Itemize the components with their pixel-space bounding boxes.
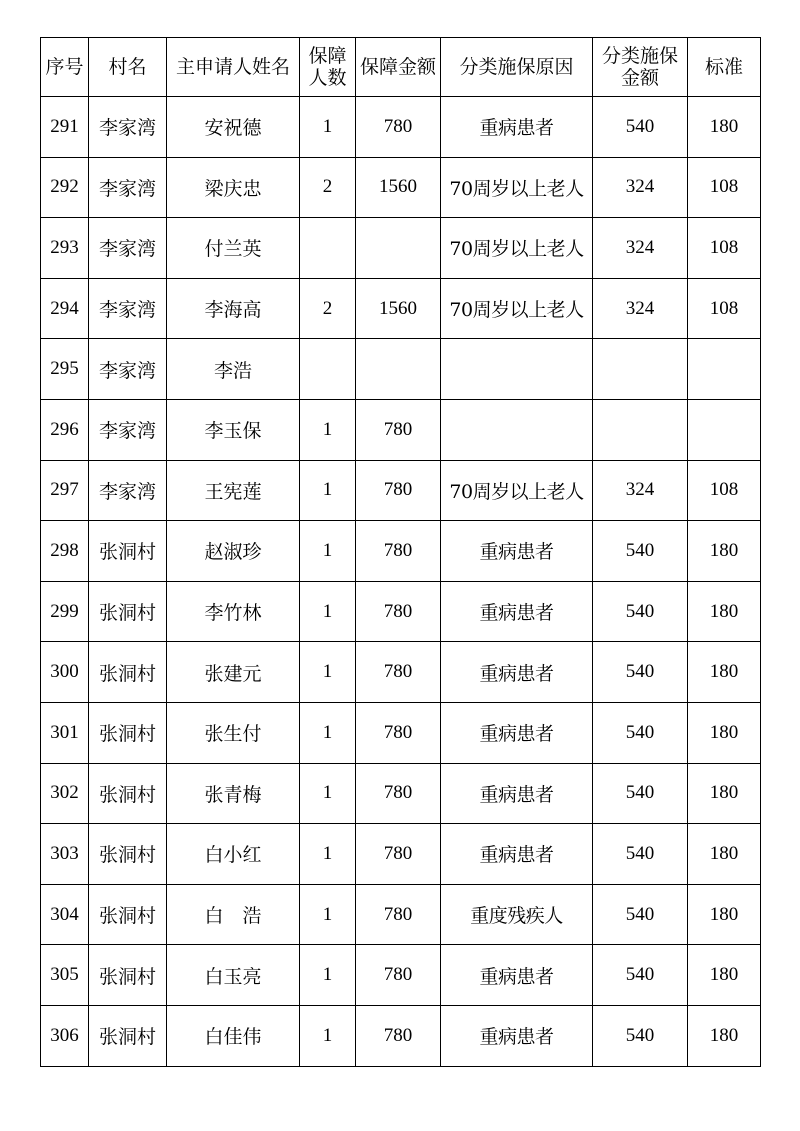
cell-applicant: 李竹林 <box>167 581 300 642</box>
table-row <box>41 1005 761 1066</box>
cell-seq: 302 <box>41 763 89 824</box>
cell-standard: 180 <box>688 642 761 703</box>
cell-cat-amount: 540 <box>593 97 688 158</box>
header-village: 村名 <box>89 38 167 97</box>
header-applicant: 主申请人姓名 <box>167 38 300 97</box>
table-row <box>41 884 761 945</box>
cell-people: 1 <box>300 97 356 158</box>
cell-seq: 304 <box>41 884 89 945</box>
cell-village: 张洞村 <box>89 945 167 1006</box>
cell-reason <box>441 399 593 460</box>
cell-village: 张洞村 <box>89 1005 167 1066</box>
cell-seq: 295 <box>41 339 89 400</box>
cell-seq: 300 <box>41 642 89 703</box>
cell-amount: 780 <box>356 460 441 521</box>
cell-seq: 293 <box>41 218 89 279</box>
table-row <box>41 218 761 279</box>
cell-cat-amount: 540 <box>593 763 688 824</box>
header-standard: 标准 <box>688 38 761 97</box>
cell-reason: 重病患者 <box>441 642 593 703</box>
cell-people: 1 <box>300 945 356 1006</box>
cell-reason: 重病患者 <box>441 521 593 582</box>
table-row <box>41 339 761 400</box>
cell-seq: 301 <box>41 702 89 763</box>
cell-applicant: 赵淑珍 <box>167 521 300 582</box>
table-header <box>41 38 761 97</box>
cell-amount: 780 <box>356 399 441 460</box>
cell-village: 李家湾 <box>89 399 167 460</box>
cell-seq: 306 <box>41 1005 89 1066</box>
header-cat-amount: 分类施保金额 <box>593 38 688 97</box>
cell-applicant: 张青梅 <box>167 763 300 824</box>
cell-people: 2 <box>300 157 356 218</box>
cell-amount: 780 <box>356 824 441 885</box>
cell-people: 1 <box>300 642 356 703</box>
table-row <box>41 278 761 339</box>
cell-cat-amount: 540 <box>593 521 688 582</box>
cell-people: 1 <box>300 702 356 763</box>
cell-standard: 180 <box>688 97 761 158</box>
cell-applicant: 安祝德 <box>167 97 300 158</box>
cell-cat-amount <box>593 339 688 400</box>
cell-village: 张洞村 <box>89 642 167 703</box>
cell-standard: 180 <box>688 824 761 885</box>
cell-village: 张洞村 <box>89 824 167 885</box>
cell-village: 李家湾 <box>89 278 167 339</box>
table-row <box>41 763 761 824</box>
cell-seq: 294 <box>41 278 89 339</box>
cell-reason: 70周岁以上老人 <box>441 218 593 279</box>
table-row <box>41 824 761 885</box>
cell-applicant: 白佳伟 <box>167 1005 300 1066</box>
cell-seq: 298 <box>41 521 89 582</box>
cell-cat-amount: 540 <box>593 884 688 945</box>
cell-amount: 780 <box>356 521 441 582</box>
header-amount: 保障金额 <box>356 38 441 97</box>
cell-people: 1 <box>300 884 356 945</box>
cell-reason <box>441 339 593 400</box>
table-row <box>41 157 761 218</box>
cell-people <box>300 218 356 279</box>
cell-cat-amount: 324 <box>593 278 688 339</box>
cell-people: 1 <box>300 521 356 582</box>
cell-reason: 重病患者 <box>441 763 593 824</box>
cell-cat-amount: 540 <box>593 945 688 1006</box>
cell-applicant: 张生付 <box>167 702 300 763</box>
cell-reason: 重度残疾人 <box>441 884 593 945</box>
cell-reason: 重病患者 <box>441 1005 593 1066</box>
cell-village: 张洞村 <box>89 763 167 824</box>
cell-village: 张洞村 <box>89 702 167 763</box>
cell-applicant: 李玉保 <box>167 399 300 460</box>
cell-standard: 108 <box>688 218 761 279</box>
cell-standard: 108 <box>688 460 761 521</box>
cell-cat-amount: 540 <box>593 581 688 642</box>
cell-applicant: 李浩 <box>167 339 300 400</box>
cell-reason: 70周岁以上老人 <box>441 460 593 521</box>
cell-standard: 180 <box>688 521 761 582</box>
cell-applicant: 张建元 <box>167 642 300 703</box>
cell-cat-amount: 540 <box>593 702 688 763</box>
cell-standard: 180 <box>688 581 761 642</box>
cell-village: 李家湾 <box>89 97 167 158</box>
cell-applicant: 梁庆忠 <box>167 157 300 218</box>
table-row <box>41 702 761 763</box>
header-people: 保障人数 <box>300 38 356 97</box>
cell-people: 1 <box>300 1005 356 1066</box>
cell-reason: 重病患者 <box>441 945 593 1006</box>
cell-reason: 70周岁以上老人 <box>441 157 593 218</box>
cell-cat-amount: 324 <box>593 218 688 279</box>
cell-cat-amount: 540 <box>593 824 688 885</box>
cell-village: 张洞村 <box>89 581 167 642</box>
cell-cat-amount: 540 <box>593 1005 688 1066</box>
cell-seq: 292 <box>41 157 89 218</box>
cell-standard: 180 <box>688 1005 761 1066</box>
cell-amount: 780 <box>356 702 441 763</box>
cell-village: 李家湾 <box>89 460 167 521</box>
cell-standard <box>688 339 761 400</box>
table-row <box>41 581 761 642</box>
cell-amount: 780 <box>356 763 441 824</box>
cell-village: 张洞村 <box>89 884 167 945</box>
cell-people: 1 <box>300 581 356 642</box>
cell-applicant: 王宪莲 <box>167 460 300 521</box>
cell-applicant: 白 浩 <box>167 884 300 945</box>
header-seq: 序号 <box>41 38 89 97</box>
cell-amount: 780 <box>356 581 441 642</box>
header-reason: 分类施保原因 <box>441 38 593 97</box>
cell-cat-amount: 324 <box>593 157 688 218</box>
cell-cat-amount: 324 <box>593 460 688 521</box>
cell-reason: 70周岁以上老人 <box>441 278 593 339</box>
cell-standard: 180 <box>688 763 761 824</box>
cell-village: 李家湾 <box>89 339 167 400</box>
cell-amount <box>356 218 441 279</box>
cell-people: 1 <box>300 824 356 885</box>
cell-people: 2 <box>300 278 356 339</box>
cell-reason: 重病患者 <box>441 702 593 763</box>
cell-people: 1 <box>300 460 356 521</box>
cell-applicant: 付兰英 <box>167 218 300 279</box>
cell-seq: 291 <box>41 97 89 158</box>
roster-table <box>40 37 761 1067</box>
cell-amount <box>356 339 441 400</box>
cell-amount: 780 <box>356 884 441 945</box>
cell-applicant: 白玉亮 <box>167 945 300 1006</box>
table-row <box>41 460 761 521</box>
table-body <box>41 97 761 1067</box>
cell-amount: 1560 <box>356 278 441 339</box>
cell-amount: 780 <box>356 945 441 1006</box>
cell-standard: 180 <box>688 945 761 1006</box>
cell-amount: 780 <box>356 642 441 703</box>
cell-applicant: 李海高 <box>167 278 300 339</box>
cell-seq: 299 <box>41 581 89 642</box>
cell-reason: 重病患者 <box>441 581 593 642</box>
cell-standard: 108 <box>688 157 761 218</box>
cell-village: 李家湾 <box>89 218 167 279</box>
cell-cat-amount: 540 <box>593 642 688 703</box>
cell-standard: 108 <box>688 278 761 339</box>
table-row <box>41 399 761 460</box>
table-row <box>41 521 761 582</box>
table-row <box>41 945 761 1006</box>
cell-reason: 重病患者 <box>441 97 593 158</box>
cell-seq: 297 <box>41 460 89 521</box>
cell-amount: 1560 <box>356 157 441 218</box>
cell-standard <box>688 399 761 460</box>
cell-people <box>300 339 356 400</box>
cell-amount: 780 <box>356 97 441 158</box>
cell-people: 1 <box>300 399 356 460</box>
cell-cat-amount <box>593 399 688 460</box>
cell-people: 1 <box>300 763 356 824</box>
cell-standard: 180 <box>688 884 761 945</box>
header-row <box>41 38 761 97</box>
cell-seq: 303 <box>41 824 89 885</box>
table-row <box>41 642 761 703</box>
cell-amount: 780 <box>356 1005 441 1066</box>
cell-reason: 重病患者 <box>441 824 593 885</box>
cell-village: 李家湾 <box>89 157 167 218</box>
cell-standard: 180 <box>688 702 761 763</box>
cell-village: 张洞村 <box>89 521 167 582</box>
cell-seq: 305 <box>41 945 89 1006</box>
cell-applicant: 白小红 <box>167 824 300 885</box>
table-row <box>41 97 761 158</box>
cell-seq: 296 <box>41 399 89 460</box>
